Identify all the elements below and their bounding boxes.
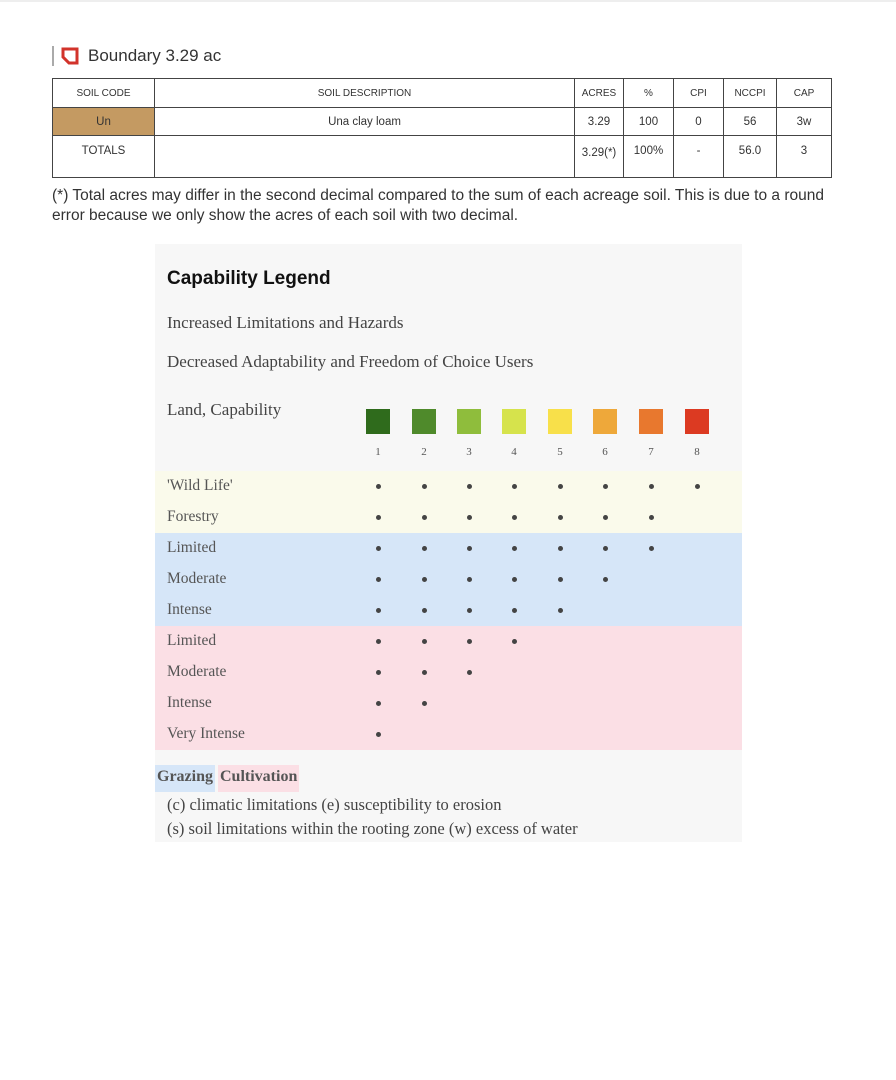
capability-dot [467,639,472,644]
totals-acres: 3.29(*) [575,136,624,178]
capability-dot [467,608,472,613]
cultivation-key: Cultivation [218,765,299,792]
legend-row-label: Moderate [167,570,227,587]
capability-dot [422,577,427,582]
col-header-cpi: CPI [674,79,724,108]
legend-row-label: Limited [167,632,217,649]
boundary-header [52,46,221,66]
class-number: 4 [511,446,517,458]
capability-dot [422,608,427,613]
legend-adaptability-text: Decreased Adaptability and Freedom of Choice Users [167,352,534,371]
capability-dot [603,484,608,489]
acreage-footnote: (*) Total acres may differ in the second decimal compared to the sum of each acreage soil. This is due to a round error because we only show the acres of each soil with two decimal. [52,187,824,224]
legend-limitations-text: Increased Limitations and Hazards [167,313,404,332]
legend-row-cultivation [155,626,742,657]
class-number: 6 [602,446,608,458]
legend-row-label: Moderate [167,663,227,680]
totals-cap: 3 [777,136,832,178]
legend-row-label: Intense [167,601,212,618]
class-number: 3 [466,446,472,458]
capability-dot [422,515,427,520]
soil-description-cell: Una clay loam [155,108,575,136]
col-header-soil-description: SOIL DESCRIPTION [155,79,575,108]
legend-row-wild [155,502,742,533]
boundary-polygon-icon [60,46,80,66]
capability-dot [603,515,608,520]
legend-row-label: Intense [167,694,212,711]
capability-dot [558,608,563,613]
class-1-swatch [366,409,390,434]
capability-dot [376,484,381,489]
capability-dot [422,639,427,644]
capability-dot [376,577,381,582]
nccpi-cell: 56 [724,108,777,136]
soil-table [52,78,832,178]
legend-row-label: Limited [167,539,217,556]
legend-row-grazing [155,564,742,595]
totals-cpi: - [674,136,724,178]
totals-percent: 100% [624,136,674,178]
class-6-swatch [593,409,617,434]
capability-dot [558,546,563,551]
capability-dot [376,639,381,644]
class-number: 5 [557,446,563,458]
class-number: 8 [694,446,700,458]
capability-dot [512,608,517,613]
class-8-swatch [685,409,709,434]
capability-dot [467,546,472,551]
legend-land-capability-label: Land, Capability [167,400,282,419]
capability-dot [376,546,381,551]
capability-dot [422,701,427,706]
capability-dot [376,608,381,613]
class-7-swatch [639,409,663,434]
legend-row-cultivation [155,688,742,719]
capability-dot [603,577,608,582]
legend-row-label: Very Intense [167,725,245,742]
totals-nccpi: 56.0 [724,136,777,178]
capability-dot [558,577,563,582]
capability-dot [603,546,608,551]
grazing-key: Grazing [155,765,215,792]
totals-row [53,136,832,178]
capability-dot [512,515,517,520]
limitation-codes-line-2: (s) soil limitations within the rooting zone (w) excess of water [167,819,578,838]
legend-row-wild [155,471,742,502]
capability-dot [558,484,563,489]
class-number: 2 [421,446,427,458]
percent-cell: 100 [624,108,674,136]
col-header-acres: ACRES [575,79,624,108]
class-5-swatch [548,409,572,434]
capability-dot [422,484,427,489]
legend-row-grazing [155,595,742,626]
legend-row-cultivation [155,657,742,688]
capability-dot [422,670,427,675]
col-header-cap: CAP [777,79,832,108]
col-header-nccpi: NCCPI [724,79,777,108]
capability-dot [512,639,517,644]
capability-dot [467,484,472,489]
capability-dot [422,546,427,551]
col-header-percent: % [624,79,674,108]
cap-cell: 3w [777,108,832,136]
capability-dot [376,515,381,520]
table-row [53,108,832,136]
capability-dot [467,577,472,582]
class-2-swatch [412,409,436,434]
totals-label: TOTALS [53,136,155,178]
legend-row-cultivation [155,719,742,750]
capability-dot [512,484,517,489]
class-4-swatch [502,409,526,434]
class-3-swatch [457,409,481,434]
legend-row-grazing [155,533,742,564]
cpi-cell: 0 [674,108,724,136]
capability-dot [512,546,517,551]
capability-dot [649,546,654,551]
acres-cell: 3.29 [575,108,624,136]
soil-code-cell: Un [53,108,155,136]
capability-dot [376,732,381,737]
col-header-soil-code: SOIL CODE [53,79,155,108]
limitation-codes-line-1: (c) climatic limitations (e) susceptibility to erosion [167,795,502,814]
header-divider [52,46,54,66]
capability-dot [649,484,654,489]
legend-row-label: 'Wild Life' [167,477,233,494]
legend-row-label: Forestry [167,508,219,525]
boundary-title: Boundary 3.29 ac [88,46,222,65]
capability-dot [467,670,472,675]
capability-dot [376,670,381,675]
capability-dot [649,515,654,520]
capability-dot [467,515,472,520]
capability-dot [512,577,517,582]
capability-dot [558,515,563,520]
class-number: 7 [648,446,654,458]
capability-dot [376,701,381,706]
top-rule [0,0,896,2]
class-number: 1 [375,446,381,458]
capability-dot [695,484,700,489]
legend-title: Capability Legend [167,268,331,289]
totals-description [155,136,575,178]
table-header-row [53,79,832,108]
